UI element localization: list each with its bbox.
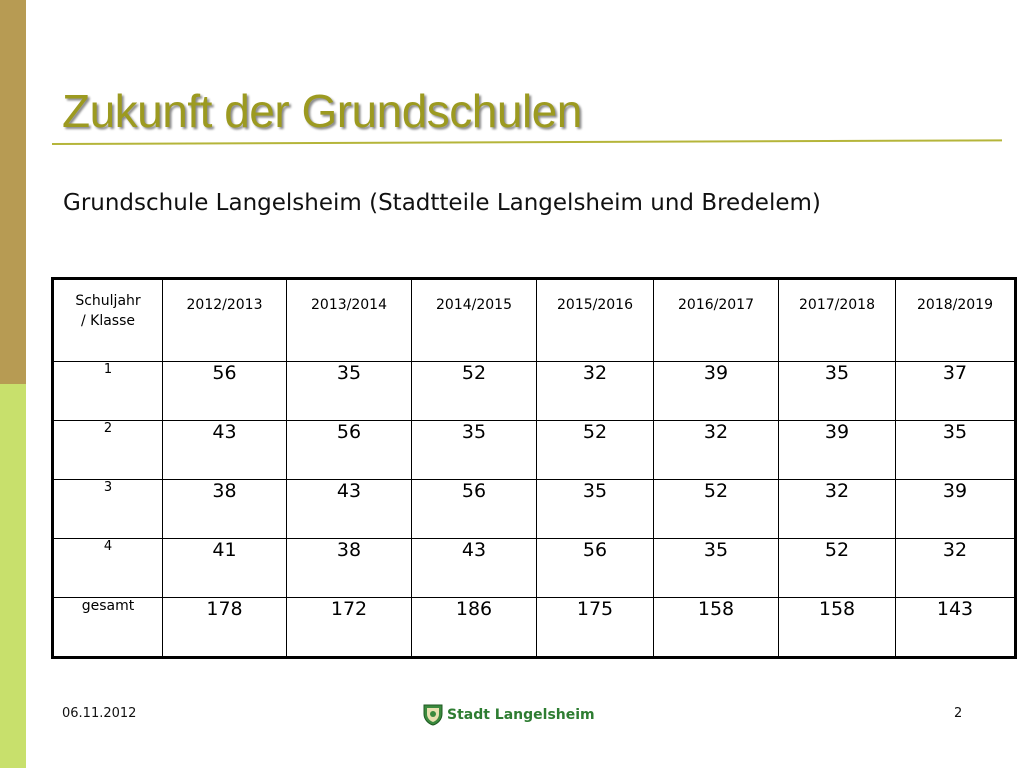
table-cell: 178 [163,598,287,658]
header-cell-year: 2015/2016 [537,279,654,362]
table-cell: 32 [896,539,1016,598]
header-cell-year: 2012/2013 [163,279,287,362]
table-cell: 56 [412,480,537,539]
table-cell: 52 [412,362,537,421]
footer-brand-label: Stadt Langelsheim [447,707,595,723]
footer-brand [423,704,595,726]
table-row [53,362,1016,421]
table-cell: 52 [779,539,896,598]
header-cell-year: 2016/2017 [654,279,779,362]
table-cell: 32 [537,362,654,421]
slide-title: Zukunft der Grundschulen [62,85,582,137]
table-cell: 158 [654,598,779,658]
table-cell: 52 [537,421,654,480]
header-label-line2: / Klasse [80,313,136,329]
table-row [53,421,1016,480]
table-cell: 43 [163,421,287,480]
title-divider [52,139,1002,145]
decor-band-top [0,0,26,384]
header-cell-year: 2013/2014 [287,279,412,362]
table-cell: 32 [779,480,896,539]
table-cell: 32 [654,421,779,480]
table-cell: 35 [412,421,537,480]
table-cell: 39 [779,421,896,480]
enrollment-table [51,277,1017,659]
row-label: 1 [53,362,163,421]
row-label: 2 [53,421,163,480]
header-cell-year: 2018/2019 [896,279,1016,362]
table-cell: 43 [287,480,412,539]
table-cell: 143 [896,598,1016,658]
header-label-line1: Schuljahr [75,293,141,309]
table-cell: 41 [163,539,287,598]
city-crest-icon [423,704,443,726]
table-cell: 172 [287,598,412,658]
table-cell: 38 [163,480,287,539]
table-cell: 56 [537,539,654,598]
table-cell: 37 [896,362,1016,421]
table-cell: 175 [537,598,654,658]
table-cell: 52 [654,480,779,539]
table-cell: 56 [287,421,412,480]
table-cell: 35 [287,362,412,421]
table-cell: 43 [412,539,537,598]
page-number: 2 [954,706,963,721]
table-cell: 38 [287,539,412,598]
table-cell: 35 [537,480,654,539]
header-cell-label [53,279,163,362]
table-cell: 56 [163,362,287,421]
table-header-row [53,279,1016,362]
footer-date: 06.11.2012 [62,706,137,721]
table-cell: 35 [896,421,1016,480]
header-cell-year: 2017/2018 [779,279,896,362]
table-row [53,480,1016,539]
row-label: gesamt [53,598,163,658]
table-cell: 35 [654,539,779,598]
row-label: 4 [53,539,163,598]
slide-subtitle: Grundschule Langelsheim (Stadtteile Langelsheim und Bredelem) [63,190,821,216]
table-cell: 39 [896,480,1016,539]
decor-band-bottom [0,384,26,768]
table-cell: 39 [654,362,779,421]
header-cell-year: 2014/2015 [412,279,537,362]
table-cell: 35 [779,362,896,421]
table-cell: 186 [412,598,537,658]
table-cell: 158 [779,598,896,658]
row-label: 3 [53,480,163,539]
table-row-total [53,598,1016,658]
table-row [53,539,1016,598]
